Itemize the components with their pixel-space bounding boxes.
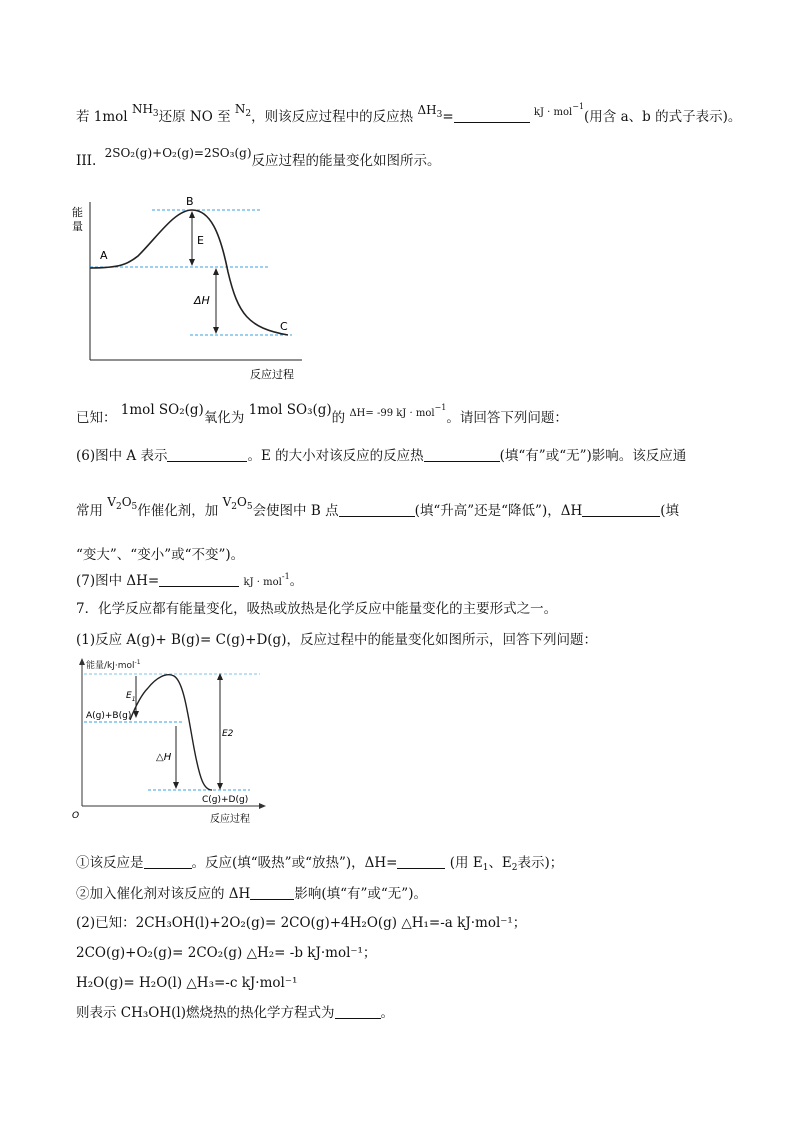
diagram2-e1-arrow-head xyxy=(133,711,139,718)
known-dh: ΔH= -99 kJ · mol xyxy=(349,408,435,419)
q7-last-a: 则表示 CH₃OH(l)燃烧热的热化学方程式为 xyxy=(76,1005,335,1021)
answer-blank-q7-2[interactable] xyxy=(250,885,294,900)
answer-blank-q7a[interactable] xyxy=(159,572,239,587)
q6-line-3 xyxy=(76,546,244,564)
known-mol1: 1mol SO₂(g) xyxy=(120,402,204,418)
answer-blank-q7-last[interactable] xyxy=(335,1004,381,1019)
q7-item-1: ①该反应是 。反应(填“吸热”或“放热”)，ΔH= (用 $E_1$、$E_2$表示)； xyxy=(76,855,564,873)
q7-item1-a: ①该反应是 xyxy=(76,855,144,871)
q7-known-3: H₂O(g)= H₂O(l) △H₃=-c kJ·mol⁻¹ xyxy=(76,975,298,991)
part3-text: 反应过程的能量变化如图所示。 xyxy=(251,153,441,169)
diagram2-origin: O xyxy=(72,811,80,821)
q7-known-1: (2)已知：2CH₃OH(l)+2O₂(g)= 2CO(g)+4H₂O(g) △H₁=-a kJ·mol⁻¹； xyxy=(76,915,527,931)
diagram1-dh-arrow-head-bottom xyxy=(213,327,219,334)
q6-text-a: (6)图中 A 表示 xyxy=(76,448,168,464)
answer-blank-dh3[interactable] xyxy=(454,108,530,123)
q6-line-1 xyxy=(76,447,686,465)
q5-tail-line: 若 1mol $NH_3$还原 NO 至 $N_2$，则该反应过程中的反应热 $\Delta H_3= ^{kJ \cdot mol^{-1}}$(用含 a、b 的式子表示)。 xyxy=(76,102,742,125)
answer-blank-q6-d[interactable] xyxy=(582,502,660,517)
q7-item2-b: 影响(填“有”或“无”)。 xyxy=(294,886,427,902)
energy-diagram-1 xyxy=(70,192,310,382)
q7-item2-a: ②加入催化剂对该反应的 ΔH xyxy=(76,886,251,902)
diagram1-ylabel-1: 能 xyxy=(72,206,83,219)
part3-line xyxy=(76,146,441,170)
diagram2-e1-label: $E_1$ xyxy=(126,691,136,703)
q7-last-line xyxy=(76,1004,394,1022)
diagram1-energy-curve xyxy=(90,210,288,335)
diagram2-products-label: C(g)+D(g) xyxy=(202,795,249,805)
diagram2-e2-label: E2 xyxy=(222,729,234,739)
answer-blank-q6-b[interactable] xyxy=(424,447,500,462)
known-text-2: 氧化为 xyxy=(203,410,245,426)
nh3-formula: NH xyxy=(131,102,153,116)
q7-item-2 xyxy=(76,885,427,903)
q6-line-2 xyxy=(76,495,680,525)
dh3-equals: = xyxy=(442,109,454,125)
q5-text-1: 若 1mol xyxy=(76,109,128,125)
q5-text-3: ，则该反应过程中的反应热 xyxy=(251,109,414,125)
diagram2-energy-curve xyxy=(130,675,212,790)
q6-text-f: 会使图中 B 点 xyxy=(252,503,339,519)
n2-formula: N xyxy=(234,102,246,116)
diagram2-reactants-label: A(g)+B(g) xyxy=(86,711,132,721)
diagram2-e2-arrow-head-bottom xyxy=(217,783,223,790)
q6-text-d: 常用 xyxy=(76,503,103,519)
diagram1-dh-arrow-head-top xyxy=(213,268,219,275)
diagram1-point-a: A xyxy=(100,249,108,262)
diagram2-dh-label: △H xyxy=(156,752,172,763)
q7-title: 7．化学反应都有能量变化，吸热或放热是化学反应中能量变化的主要形式之一。 xyxy=(76,601,558,617)
diagram1-xlabel: 反应过程 xyxy=(250,368,294,381)
answer-blank-q6-c[interactable] xyxy=(339,502,415,517)
diagram1-point-c: C xyxy=(280,320,288,333)
q6-text-b: 。E 的大小对该反应的反应热 xyxy=(247,448,424,464)
known-text-4: 。请回答下列问题： xyxy=(446,410,568,426)
diagram2-ylabel: 能量/kJ·mol$^{-1}$ xyxy=(86,659,141,671)
known-text-1: 已知： xyxy=(76,410,117,426)
answer-blank-q7-1b[interactable] xyxy=(397,854,445,869)
q6-text-h: (填 xyxy=(660,503,680,519)
v2o5-formula-2: $V_2O_5$ xyxy=(222,495,253,512)
q7a-unit: kJ · mol xyxy=(243,577,282,588)
q7-item1-b: 。反应(填“吸热”或“放热”)，ΔH= xyxy=(191,855,398,871)
part3-equation: 2SO₂(g)+O₂(g)=2SO₃(g) xyxy=(104,146,252,160)
dh3-symbol: ΔH xyxy=(417,103,437,117)
q6-text-c: (填“有”或“无”)影响。该反应通 xyxy=(499,448,687,464)
dh3-unit: kJ · mol xyxy=(533,107,573,118)
part3-label: III. xyxy=(76,153,97,169)
diagram1-label-e: E xyxy=(197,234,204,247)
diagram2-e2-arrow-head-top xyxy=(217,673,223,680)
diagram1-ylabel-2: 量 xyxy=(72,220,83,233)
diagram2-x-axis-arrow xyxy=(259,803,266,809)
diagram1-e-arrow-head-top xyxy=(189,211,195,218)
diagram2-dh-arrow-head xyxy=(173,782,179,789)
q7-last-b: 。 xyxy=(380,1005,394,1021)
energy-diagram-2 xyxy=(70,656,270,826)
diagram1-point-b: B xyxy=(186,195,194,208)
q7-known-2: 2CO(g)+O₂(g)= 2CO₂(g) △H₂= -b kJ·mol⁻¹； xyxy=(76,945,377,961)
v2o5-formula-1: $V_2O_5$ xyxy=(107,495,138,512)
known-mol2: 1mol SO₃(g) xyxy=(248,402,332,418)
diagram1-e-arrow-head-bottom xyxy=(189,259,195,266)
diagram2-xlabel: 反应过程 xyxy=(210,814,250,825)
diagram1-label-dh: ΔH xyxy=(194,294,210,307)
q6-text-i: “变大”、“变小”或“不变”)。 xyxy=(76,547,245,563)
q5-text-2: 还原 NO 至 xyxy=(158,109,231,125)
q7-item1-c: (用 E xyxy=(449,855,483,871)
q7a-end: 。 xyxy=(289,573,304,589)
known-line: 已知： 1mol SO₂(g)氧化为 1mol SO₃(g)的 $^{\Delta H= -99 kJ \cdot mol^{-1}}$。请回答下列问题： xyxy=(76,402,568,426)
q7a-line: (7)图中 ΔH= kJ · mol$^{-1}$。 xyxy=(76,572,304,589)
q6-text-g: (填“升高”还是“降低”)，ΔH xyxy=(414,503,583,519)
q5-text-4: (用含 a、b 的式子表示)。 xyxy=(584,109,742,125)
q7-part1: (1)反应 A(g)+ B(g)= C(g)+D(g)，反应过程中的能量变化如图所示，回答下列问题： xyxy=(76,632,597,648)
answer-blank-q7-1a[interactable] xyxy=(144,854,192,869)
answer-blank-q6-a[interactable] xyxy=(167,447,247,462)
q6-text-e: 作催化剂，加 xyxy=(137,503,219,519)
known-text-3: 的 xyxy=(331,410,346,426)
diagram2-y-axis-arrow xyxy=(79,658,85,665)
q7a-text: (7)图中 ΔH= xyxy=(76,573,160,589)
